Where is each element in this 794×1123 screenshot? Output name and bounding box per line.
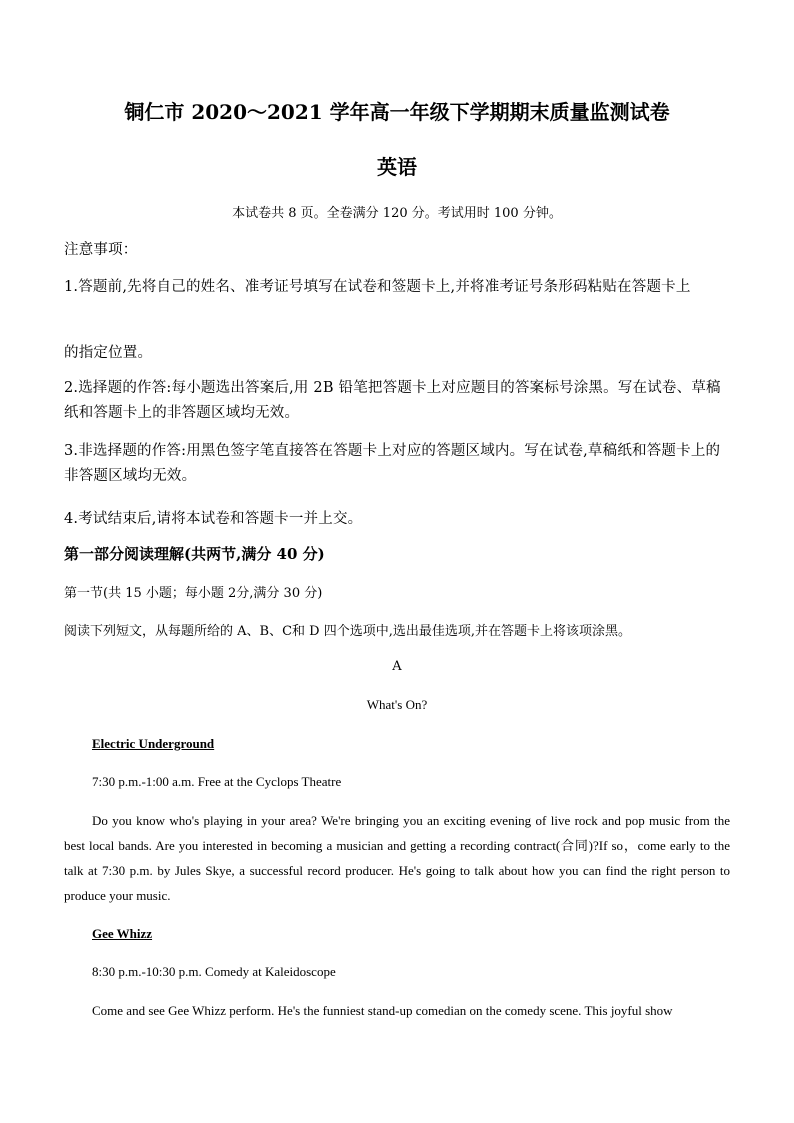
page-title: 铜仁市 2020～2021 学年高一年级下学期期末质量监测试卷 xyxy=(124,100,670,124)
event-2-info: 8:30 p.m.-10:30 p.m. Comedy at Kaleidoscope xyxy=(92,964,336,979)
event-1-description: Do you know who's playing in your area? We're bringing you an exciting evening of live rock and pop music from the best local bands. Are you interested in becoming a musician and getting a recording contract(合同)?If so，come early to the talk at 7:30 p.m. by Jules Skye, a successful record producer. He's going to talk about how you can find the right person to produce your music. xyxy=(64,813,730,903)
event-2-description: Come and see Gee Whizz perform. He's the funniest stand-up comedian on the comedy scene. This joyful show xyxy=(92,1003,673,1018)
notice-item-3: 3.非选择题的作答:用黑色签字笔直接答在答题卡上对应的答题区域内。写在试卷,草稿纸和答题卡上的非答题区域均无效。 xyxy=(64,443,721,484)
notice-item-1 xyxy=(64,275,734,300)
passage-label: A xyxy=(392,659,402,674)
event-2-name: Gee Whizz xyxy=(92,926,153,941)
instructions: 阅读下列短文，从每题所给的 A、B、C和 D 四个选项中,选出最佳选项,并在答题卡上将该项涂黑。 xyxy=(64,624,631,639)
subject-title: 英语 xyxy=(377,155,417,179)
notice-item-1-continued: 的指定位置。 xyxy=(64,345,153,361)
event-1-name: Electric Underground xyxy=(92,736,215,751)
notice-item-2: 2.选择题的作答:每小题选出答案后,用 2B 铅笔把答题卡上对应题目的答案标号涂黑。写在试卷、草稿纸和答题卡上的非答题区域均无效。 xyxy=(64,380,721,421)
notice-item-4: 4.考试结束后,请将本试卷和答题卡一并上交。 xyxy=(64,511,363,527)
passage-title: What's On? xyxy=(366,697,428,712)
notice-item-1-line1: 1.答题前,先将自己的姓名、准考证号填写在试卷和签题卡上,并将准考证号条形码粘贴在答题卡上 xyxy=(64,279,691,295)
part1-title: 第一部分阅读理解(共两节,满分 40 分) xyxy=(64,545,325,563)
notice-heading: 注意事项： xyxy=(64,242,138,258)
section1-title: 第一节(共 15 小题；每小题 2分,满分 30 分) xyxy=(64,586,323,601)
event-1-info: 7:30 p.m.-1:00 a.m. Free at the Cyclops Theatre xyxy=(92,774,342,789)
exam-info: 本试卷共 8 页。全卷满分 120 分。考试用时 100 分钟。 xyxy=(232,206,562,221)
